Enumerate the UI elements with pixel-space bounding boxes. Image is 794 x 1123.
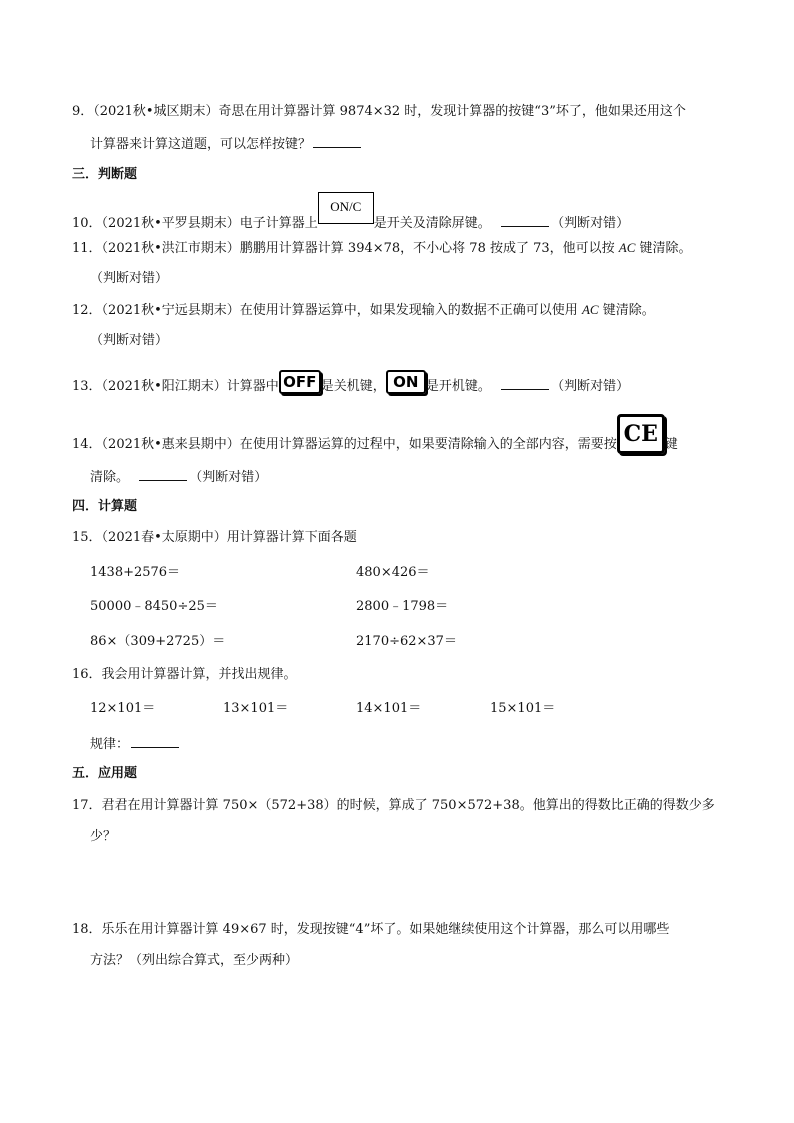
question-9-line1	[72, 102, 686, 122]
question-12-text: 12．（2021秋•宁远县期末）在使用计算器运算中，如果发现输入的数据不正确可以使用	[72, 303, 582, 318]
question-13-text: 13．（2021秋•阳江期末）计算器中	[72, 379, 279, 394]
question-12-line1	[72, 300, 655, 321]
question-11-suffix: 键清除。	[635, 241, 692, 256]
question-11-line2: （判断对错）	[90, 271, 169, 286]
question-18-line2: 方法？（列出综合算式，至少两种）	[90, 953, 299, 968]
calc-item: 1438+2576＝	[90, 565, 181, 580]
answer-blank	[313, 133, 361, 148]
question-12-line2: （判断对错）	[90, 333, 169, 348]
question-10-suffix: 是开关及清除屏键。	[373, 216, 491, 231]
pattern-item: 15×101＝	[490, 701, 556, 716]
pattern-item: 13×101＝	[223, 701, 289, 716]
pattern-item: 12×101＝	[90, 701, 156, 716]
question-15-title: 15．（2021春•太原期中）用计算器计算下面各题	[72, 530, 357, 545]
pattern-item: 14×101＝	[356, 701, 422, 716]
answer-blank	[139, 466, 187, 481]
ce-key-icon: CE	[617, 414, 665, 454]
on-c-key-icon: ON/C	[318, 192, 374, 224]
rule-line	[90, 733, 181, 755]
answer-blank	[131, 733, 179, 748]
question-14-suffix: 键	[664, 437, 678, 452]
question-13-mid: 是关机键，	[320, 379, 386, 394]
question-9-text-cont: 计算器来计算这道题，可以怎样按键？	[90, 137, 312, 152]
question-13-tail: （判断对错）	[551, 379, 630, 394]
section-title-application: 五．应用题	[72, 766, 138, 781]
question-18-line1: 18．乐乐在用计算器计算 49×67 时，发现按键“4”坏了。如果她继续使用这个计算器，那么可以用哪些	[72, 922, 670, 937]
question-13	[72, 372, 630, 397]
ac-key-label: AC	[618, 240, 636, 255]
answer-blank	[501, 212, 549, 227]
question-12-suffix: 键清除。	[598, 303, 655, 318]
calc-item: 480×426＝	[356, 565, 430, 580]
question-14-line2	[90, 466, 267, 488]
calc-item: 2800﹣1798＝	[356, 599, 449, 614]
section-title-judgement: 三．判断题	[72, 167, 138, 182]
off-key-icon: OFF	[279, 370, 321, 394]
question-14-tail: （判断对错）	[189, 470, 268, 485]
question-10-text: 10．（2021秋•平罗县期末）电子计算器上	[72, 216, 318, 231]
question-17-line2: 少？	[90, 829, 117, 844]
on-key-icon: ON	[386, 370, 426, 394]
question-9-text: 9．（2021秋•城区期末）奇思在用计算器计算 9874×32 时，发现计算器的按键“3”坏了，他如果还用这个	[72, 104, 686, 119]
ac-key-label: AC	[581, 302, 599, 317]
calc-item: 2170÷62×37＝	[356, 634, 457, 649]
question-14-text-cont: 清除。	[90, 470, 130, 485]
calc-item: 86×（309+2725）＝	[90, 634, 226, 649]
rule-label: 规律：	[90, 737, 130, 752]
question-10-tail: （判断对错）	[551, 216, 630, 231]
question-11-text: 11．（2021秋•洪江市期末）鹏鹏用计算器计算 394×78，不小心将 78 按成了 73，他可以按	[72, 241, 619, 256]
section-title-calculation: 四．计算题	[72, 499, 138, 514]
question-11-line1	[72, 238, 692, 259]
question-14-line1	[72, 420, 678, 455]
question-10	[72, 198, 630, 234]
calc-item: 50000﹣8450÷25＝	[90, 599, 218, 614]
question-9-line2	[90, 133, 363, 155]
question-14-text: 14．（2021秋•惠来县期中）在使用计算器运算的过程中，如果要清除输入的全部内容，需要按	[72, 437, 617, 452]
answer-blank	[501, 375, 549, 390]
question-17-line1: 17．君君在用计算器计算 750×（572+38）的时候，算成了 750×572+38。他算出的得数比正确的得数少多	[72, 798, 715, 813]
question-16-title: 16．我会用计算器计算，并找出规律。	[72, 667, 297, 682]
question-13-suffix: 是开机键。	[425, 379, 491, 394]
